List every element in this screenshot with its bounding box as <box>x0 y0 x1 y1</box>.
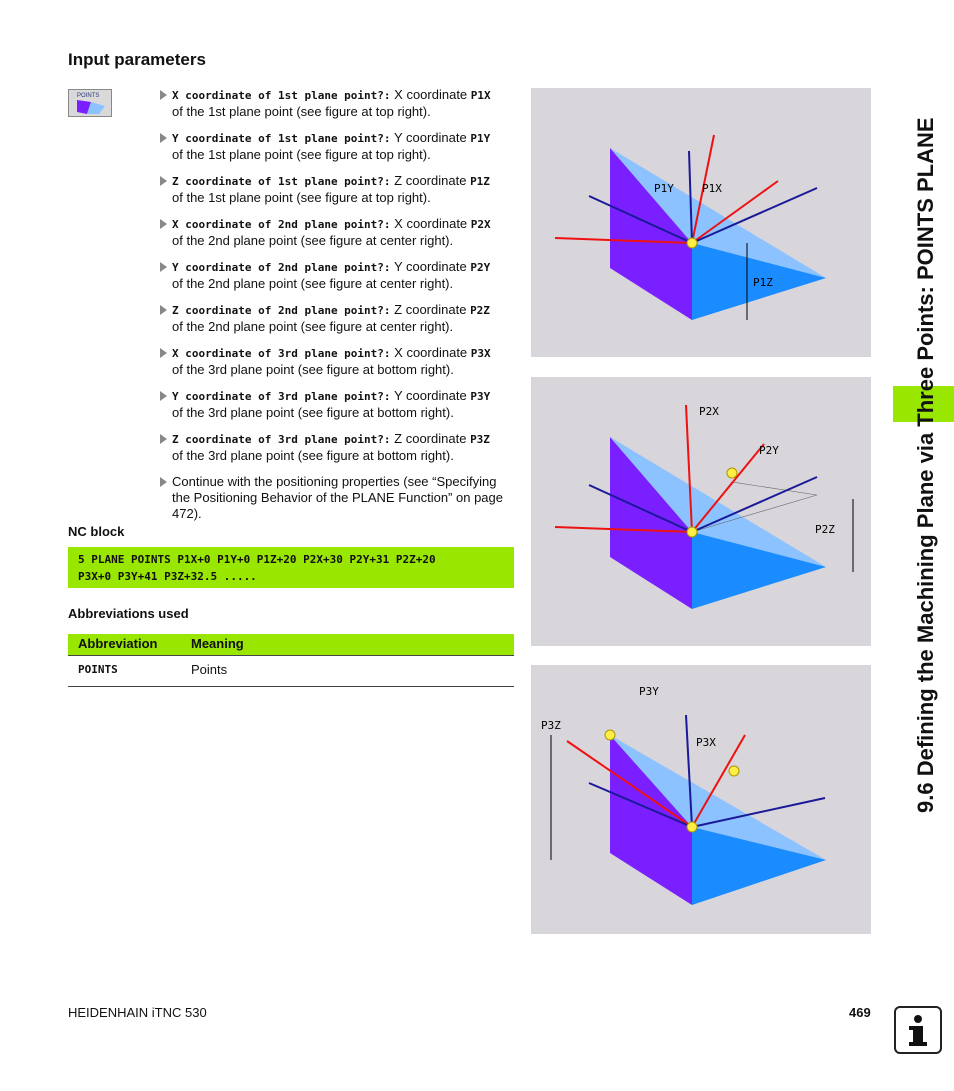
abbreviations-table <box>68 634 514 687</box>
param-desc-cont: of the 3rd plane point (see figure at bottom right). <box>172 405 454 420</box>
param-desc-cont: of the 1st plane point (see figure at top right). <box>172 104 431 119</box>
parameter-list <box>158 87 518 532</box>
label-p2z: P2Z <box>815 523 835 536</box>
abbreviations-heading: Abbreviations used <box>68 606 189 621</box>
figure-point-3 <box>531 665 871 934</box>
param-code: P1Z <box>470 175 490 188</box>
arrow-right-icon <box>160 305 167 315</box>
nc-block-code <box>68 547 514 588</box>
figure-3-drawing <box>531 665 871 934</box>
param-desc: Z coordinate <box>394 173 467 188</box>
table-header <box>68 634 514 655</box>
param-field: Y coordinate of 3rd plane point?: <box>172 390 391 403</box>
param-desc: X coordinate <box>394 87 468 102</box>
param-desc-cont: of the 1st plane point (see figure at top right). <box>172 147 431 162</box>
column-header-abbreviation: Abbreviation <box>78 636 158 651</box>
param-code: P3X <box>470 347 491 360</box>
footer-product: HEIDENHAIN iTNC 530 <box>68 1005 207 1020</box>
nc-line: P3X+0 P3Y+41 P3Z+32.5 ..... <box>78 570 257 583</box>
nc-block-heading: NC block <box>68 524 125 539</box>
arrow-right-icon <box>160 90 167 100</box>
figure-point-1 <box>531 88 871 357</box>
param-item-p3z <box>158 431 518 464</box>
param-code: P2Y <box>470 261 491 274</box>
param-desc: X coordinate <box>394 345 468 360</box>
plane-points-icon <box>69 90 113 118</box>
softkey-label: POINTS <box>77 93 100 99</box>
label-p2x: P2X <box>699 405 719 418</box>
arrow-right-icon <box>160 348 167 358</box>
param-field: Z coordinate of 3rd plane point?: <box>172 433 391 446</box>
param-desc-cont: of the 3rd plane point (see figure at bottom right). <box>172 362 454 377</box>
plane-origin <box>687 822 697 832</box>
meaning-cell: Points <box>191 662 228 677</box>
param-field: Y coordinate of 1st plane point?: <box>172 132 391 145</box>
continue-text: Continue with the positioning properties (see “Specifying the Positioning Behavior of the PLANE Function” on page 472). <box>172 474 503 521</box>
label-p3y: P3Y <box>639 685 659 698</box>
continue-note <box>158 474 518 522</box>
plane-point-2 <box>729 766 739 776</box>
param-code: P1X <box>470 89 491 102</box>
param-desc: Y coordinate <box>393 259 467 274</box>
param-item-p2z <box>158 302 518 335</box>
label-p1y: P1Y <box>654 182 674 195</box>
param-field: X coordinate of 3rd plane point?: <box>172 347 391 360</box>
param-desc-cont: of the 2nd plane point (see figure at center right). <box>172 319 454 334</box>
param-item-p1y <box>158 130 518 163</box>
info-icon <box>894 1006 942 1054</box>
arrow-right-icon <box>160 262 167 272</box>
label-p1z: P1Z <box>753 276 773 289</box>
chapter-side-title: 9.6 Defining the Machining Plane via Three Points: POINTS PLANE <box>913 117 938 813</box>
table-row <box>68 655 514 687</box>
figure-point-2 <box>531 377 871 646</box>
param-desc: Z coordinate <box>394 431 467 446</box>
column-header-meaning: Meaning <box>191 636 244 651</box>
param-field: Z coordinate of 1st plane point?: <box>172 175 391 188</box>
param-code: P2X <box>470 218 491 231</box>
param-field: Z coordinate of 2nd plane point?: <box>172 304 391 317</box>
param-desc: Z coordinate <box>394 302 467 317</box>
nc-line: 5 PLANE POINTS P1X+0 P1Y+0 P1Z+20 P2X+30 P2Y+31 P2Z+20 <box>78 553 436 566</box>
plane-point-1 <box>687 238 697 248</box>
param-code: P3Y <box>470 390 491 403</box>
param-item-p1x <box>158 87 518 120</box>
label-p1x: P1X <box>702 182 722 195</box>
param-code: P2Z <box>470 304 490 317</box>
figure-2-drawing <box>531 377 871 646</box>
param-desc: X coordinate <box>394 216 468 231</box>
param-desc-cont: of the 2nd plane point (see figure at center right). <box>172 233 454 248</box>
points-softkey[interactable] <box>68 89 112 117</box>
arrow-right-icon <box>160 219 167 229</box>
param-desc: Y coordinate <box>393 130 467 145</box>
param-desc: Y coordinate <box>393 388 467 403</box>
plane-origin <box>687 527 697 537</box>
figure-1-drawing <box>531 88 871 357</box>
label-p3x: P3X <box>696 736 716 749</box>
param-field: Y coordinate of 2nd plane point?: <box>172 261 391 274</box>
label-p2y: P2Y <box>759 444 779 457</box>
arrow-right-icon <box>160 434 167 444</box>
arrow-right-icon <box>160 477 167 487</box>
param-item-p3y <box>158 388 518 421</box>
label-p3z: P3Z <box>541 719 561 732</box>
param-item-p1z <box>158 173 518 206</box>
param-field: X coordinate of 1st plane point?: <box>172 89 391 102</box>
plane-point-2 <box>727 468 737 478</box>
info-glyph <box>896 1008 940 1052</box>
param-item-p3x <box>158 345 518 378</box>
abbr-cell: POINTS <box>78 663 118 676</box>
arrow-right-icon <box>160 391 167 401</box>
section-title: Input parameters <box>68 50 206 69</box>
param-desc-cont: of the 2nd plane point (see figure at center right). <box>172 276 454 291</box>
arrow-right-icon <box>160 133 167 143</box>
param-desc-cont: of the 1st plane point (see figure at top right). <box>172 190 431 205</box>
arrow-right-icon <box>160 176 167 186</box>
page-number: 469 <box>849 1005 871 1020</box>
param-item-p2y <box>158 259 518 292</box>
param-item-p2x <box>158 216 518 249</box>
param-field: X coordinate of 2nd plane point?: <box>172 218 391 231</box>
param-desc-cont: of the 3rd plane point (see figure at bottom right). <box>172 448 454 463</box>
param-code: P3Z <box>470 433 490 446</box>
param-code: P1Y <box>470 132 491 145</box>
plane-point-3 <box>605 730 615 740</box>
